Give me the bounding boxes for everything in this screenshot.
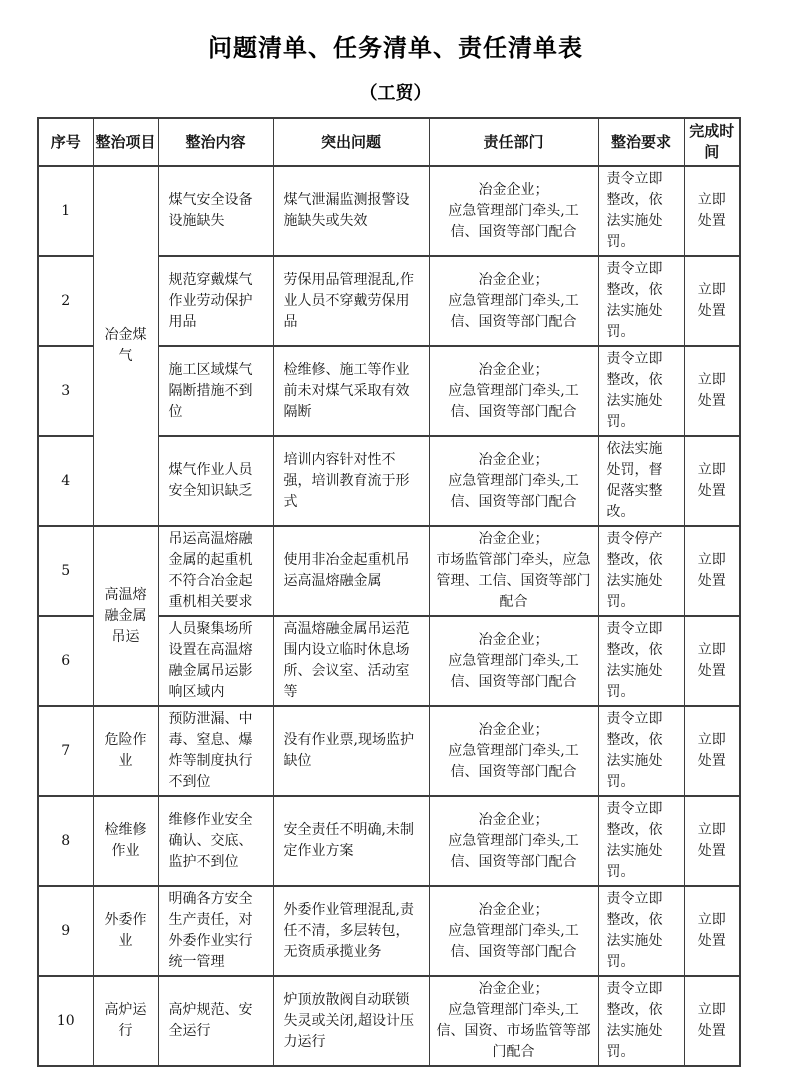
- deadline-cell: 立即处置: [684, 436, 740, 526]
- department-line: 冶金企业；: [478, 811, 549, 828]
- department-line: 冶金企业；: [478, 361, 549, 378]
- column-header-0: 序号: [38, 118, 93, 166]
- content-cell: 预防泄漏、中毒、窒息、爆炸等制度执行不到位: [158, 706, 273, 796]
- requirement-cell: 责令立即整改，依法实施处罚。: [598, 886, 684, 976]
- seq-cell: 2: [38, 256, 93, 346]
- department-cell: [429, 976, 598, 1066]
- project-cell: 危险作业: [93, 706, 158, 796]
- requirement-cell: 责令停产整改，依法实施处罚。: [598, 526, 684, 616]
- requirement-cell: 责令立即整改，依法实施处罚。: [598, 346, 684, 436]
- department-line: 冶金企业；: [478, 721, 549, 738]
- department-line: 应急管理部门牵头,工信、国资等部门配合: [448, 922, 579, 960]
- content-cell: 吊运高温熔融金属的起重机不符合冶金起重机相关要求: [158, 526, 273, 616]
- column-header-3: 突出问题: [273, 118, 429, 166]
- seq-cell: 6: [38, 616, 93, 706]
- department-cell: [429, 796, 598, 886]
- deadline-cell: 立即处置: [684, 256, 740, 346]
- problem-cell: 劳保用品管理混乱,作业人员不穿戴劳保用品: [273, 256, 429, 346]
- table-header-row: [38, 118, 740, 166]
- department-line: 应急管理部门牵头,工信、国资、市场监管等部门配合: [436, 1002, 591, 1060]
- department-line: 冶金企业；: [478, 181, 549, 198]
- department-cell: [429, 436, 598, 526]
- deadline-cell: 立即处置: [684, 886, 740, 976]
- department-cell: [429, 256, 598, 346]
- seq-cell: 4: [38, 436, 93, 526]
- deadline-cell: 立即处置: [684, 346, 740, 436]
- seq-cell: 9: [38, 886, 93, 976]
- problem-cell: 高温熔融金属吊运范围内设立临时休息场所、会议室、活动室等: [273, 616, 429, 706]
- column-header-1: 整治项目: [93, 118, 158, 166]
- department-line: 冶金企业；: [478, 901, 549, 918]
- department-line: 冶金企业；: [478, 531, 549, 547]
- department-line: 应急管理部门牵头,工信、国资等部门配合: [448, 652, 579, 690]
- deadline-cell: 立即处置: [684, 526, 740, 616]
- requirement-cell: 依法实施处罚，督促落实整改。: [598, 436, 684, 526]
- department-line: 市场监管部门牵头，应急管理、工信、国资等部门配合: [436, 552, 591, 610]
- page-subtitle: （工贸）: [359, 83, 432, 104]
- table-row: [38, 976, 740, 1066]
- requirement-cell: 责令立即整改，依法实施处罚。: [598, 256, 684, 346]
- requirement-cell: 责令立即整改，依法实施处罚。: [598, 166, 684, 256]
- project-cell: 高温熔融金属吊运: [93, 526, 158, 706]
- requirement-cell: 责令立即整改，依法实施处罚。: [598, 706, 684, 796]
- problem-cell: 没有作业票,现场监护缺位: [273, 706, 429, 796]
- seq-cell: 8: [38, 796, 93, 886]
- requirement-cell: 责令立即整改，依法实施处罚。: [598, 616, 684, 706]
- content-cell: 施工区域煤气隔断措施不到位: [158, 346, 273, 436]
- department-cell: [429, 886, 598, 976]
- department-line: 应急管理部门牵头,工信、国资等部门配合: [448, 832, 579, 870]
- department-cell: [429, 616, 598, 706]
- table-body: [38, 166, 740, 1066]
- column-header-4: 责任部门: [429, 118, 598, 166]
- problem-cell: 培训内容针对性不强，培训教育流于形式: [273, 436, 429, 526]
- project-cell: 检维修作业: [93, 796, 158, 886]
- deadline-cell: 立即处置: [684, 796, 740, 886]
- table-row: [38, 706, 740, 796]
- content-cell: 煤气安全设备设施缺失: [158, 166, 273, 256]
- table-row: [38, 166, 740, 256]
- department-cell: [429, 166, 598, 256]
- department-line: 冶金企业；: [478, 981, 549, 997]
- table-row: [38, 526, 740, 616]
- problem-cell: 安全责任不明确,未制定作业方案: [273, 796, 429, 886]
- seq-cell: 1: [38, 166, 93, 256]
- problem-cell: 使用非冶金起重机吊运高温熔融金属: [273, 526, 429, 616]
- deadline-cell: 立即处置: [684, 706, 740, 796]
- department-cell: [429, 526, 598, 616]
- department-line: 冶金企业；: [478, 451, 549, 468]
- department-line: 冶金企业；: [478, 631, 549, 648]
- department-line: 应急管理部门牵头,工信、国资等部门配合: [448, 292, 579, 330]
- project-cell: 冶金煤气: [93, 166, 158, 526]
- checklist-table: [37, 117, 741, 1067]
- department-line: 冶金企业；: [478, 271, 549, 288]
- deadline-cell: 立即处置: [684, 166, 740, 256]
- department-line: 应急管理部门牵头,工信、国资等部门配合: [448, 742, 579, 780]
- department-cell: [429, 706, 598, 796]
- column-header-5: 整治要求: [598, 118, 684, 166]
- department-line: 应急管理部门牵头,工信、国资等部门配合: [448, 382, 579, 420]
- seq-cell: 10: [38, 976, 93, 1066]
- content-cell: 维修作业安全确认、交底、监护不到位: [158, 796, 273, 886]
- seq-cell: 7: [38, 706, 93, 796]
- content-cell: 煤气作业人员安全知识缺乏: [158, 436, 273, 526]
- deadline-cell: 立即处置: [684, 616, 740, 706]
- content-cell: 人员聚集场所设置在高温熔融金属吊运影响区域内: [158, 616, 273, 706]
- requirement-cell: 责令立即整改，依法实施处罚。: [598, 976, 684, 1066]
- page-title: 问题清单、任务清单、责任清单表: [208, 33, 583, 62]
- content-cell: 高炉规范、安全运行: [158, 976, 273, 1066]
- requirement-cell: 责令立即整改，依法实施处罚。: [598, 796, 684, 886]
- problem-cell: 检维修、施工等作业前未对煤气采取有效隔断: [273, 346, 429, 436]
- problem-cell: 炉顶放散阀自动联锁失灵或关闭,超设计压力运行: [273, 976, 429, 1066]
- project-cell: 高炉运行: [93, 976, 158, 1066]
- department-line: 应急管理部门牵头,工信、国资等部门配合: [448, 202, 579, 240]
- seq-cell: 5: [38, 526, 93, 616]
- content-cell: 明确各方安全生产责任，对外委作业实行统一管理: [158, 886, 273, 976]
- problem-cell: 外委作业管理混乱,责任不清，多层转包，无资质承揽业务: [273, 886, 429, 976]
- deadline-cell: 立即处置: [684, 976, 740, 1066]
- seq-cell: 3: [38, 346, 93, 436]
- column-header-2: 整治内容: [158, 118, 273, 166]
- problem-cell: 煤气泄漏监测报警设施缺失或失效: [273, 166, 429, 256]
- table-row: [38, 796, 740, 886]
- project-cell: 外委作业: [93, 886, 158, 976]
- department-cell: [429, 346, 598, 436]
- table-row: [38, 886, 740, 976]
- department-line: 应急管理部门牵头,工信、国资等部门配合: [448, 472, 579, 510]
- column-header-6: 完成时间: [684, 118, 740, 166]
- content-cell: 规范穿戴煤气作业劳动保护用品: [158, 256, 273, 346]
